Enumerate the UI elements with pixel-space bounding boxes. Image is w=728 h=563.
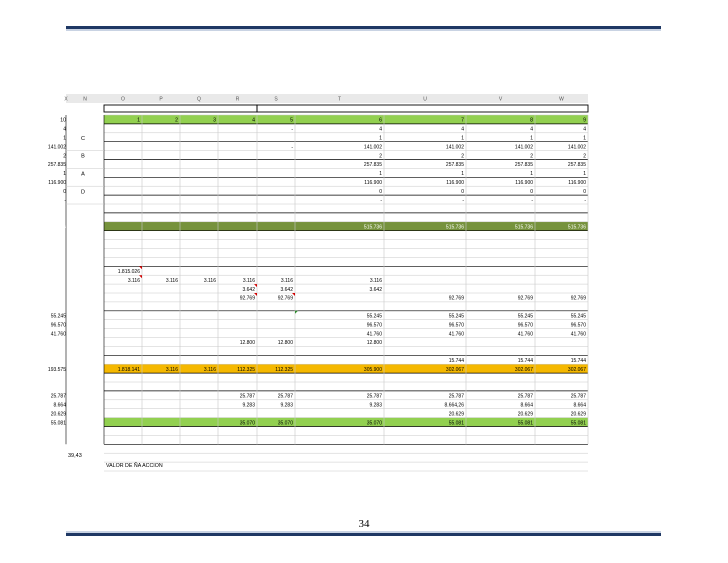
cell-r_total2-v: 302.067 (514, 366, 533, 373)
column-header-q: Q (197, 96, 201, 103)
cell-r_c2-x: 141.002 (47, 144, 66, 151)
column-header-x: X (64, 96, 68, 103)
column-header-t: T (337, 96, 342, 103)
cell-r_total3-t: 35.070 (366, 420, 382, 427)
cell-r_n1-x: 25.787 (50, 393, 66, 400)
cell-r_k2-t: 3.642 (369, 286, 382, 293)
cell-r_total3-u: 55.081 (448, 420, 464, 427)
column-header-o: O (121, 96, 125, 103)
cell-r_n2-t: 9.283 (369, 402, 382, 409)
cell-r_n2-x: 8.664 (53, 402, 66, 409)
cell-r_n2-v: 8.664 (520, 402, 533, 409)
top-rule (66, 26, 661, 29)
cell-r_a2-t: 116.900 (364, 180, 382, 186)
period-number: 6 (379, 117, 382, 124)
cell-r_d2-x: - (64, 197, 66, 204)
cell-r_units-v: 4 (530, 126, 533, 133)
side-label-d: D (81, 189, 85, 196)
cell-r_n1-r: 25.787 (239, 393, 255, 400)
page-number: 34 (358, 518, 370, 530)
cell-r_units-x: 4 (63, 126, 66, 133)
cell-r_b2-v: 257.835 (514, 162, 533, 169)
spreadsheet (47, 94, 588, 472)
title-box-right (257, 105, 588, 112)
cell-r_total3-s: 35.070 (277, 420, 293, 427)
cell-r_m2-t: 96.570 (366, 322, 382, 329)
cell-r_a1-u: 1 (461, 171, 464, 178)
period-number: 4 (252, 117, 255, 124)
cell-r_total2-w: 302.067 (567, 366, 586, 373)
cell-r_m1-x: 55.245 (50, 313, 66, 320)
cell-r_m1-w: 55.245 (570, 313, 586, 320)
spreadsheet-grid (47, 94, 588, 472)
cell-r_m3-x: 41.760 (50, 331, 66, 338)
cell-r_k3-u: 92.769 (448, 295, 464, 302)
cell-r_m2-w: 96.570 (570, 322, 586, 329)
cell-r_k1-p: 3.116 (165, 277, 178, 284)
cell-r_c1-x: 1 (63, 135, 66, 142)
cell-r_d1-u: 0 (461, 188, 464, 195)
cell-r_a2-u: 116.900 (446, 180, 464, 186)
period-number: 7 (461, 117, 464, 124)
cell-r_d2-w: - (584, 197, 586, 204)
cell-r_c2-u: 141.002 (445, 144, 464, 151)
cell-r_m1-v: 55.245 (517, 313, 533, 320)
cell-r_k1-s: 3.116 (280, 277, 293, 284)
period-number: 10 (60, 117, 66, 124)
cell-r_d1-t: 0 (379, 188, 382, 195)
cell-r_m4-s: 12.800 (277, 340, 293, 347)
column-header-v: V (498, 96, 503, 103)
cell-r_b1-u: 2 (461, 153, 464, 160)
cell-r_total2-r: 112.325 (237, 366, 255, 373)
cell-r_m4-t: 12.800 (366, 340, 382, 347)
cell-r_total2-o: 1.818.141 (117, 366, 140, 373)
cell-r_n3-v: 20.629 (517, 411, 533, 418)
cell-r_total1-v: 515.736 (514, 224, 533, 231)
cell-r_units-u: 4 (461, 126, 464, 133)
column-header-band (66, 94, 588, 103)
cell-r_m3-w: 41.760 (570, 331, 586, 338)
cell-r_n3-u: 20.629 (448, 411, 464, 418)
period-number: 2 (175, 117, 178, 124)
cell-r_n2-w: 8.664 (573, 402, 586, 409)
column-header-n: N (83, 96, 87, 103)
cell-r_n3-x: 20.629 (50, 411, 66, 418)
period-number: 5 (290, 117, 293, 124)
cell-r_k2-s: 3.642 (280, 286, 293, 293)
cell-r_k1-o: 3.116 (127, 277, 140, 284)
cell-r_c2-t: 141.002 (363, 144, 382, 151)
cell-r_total2-s: 112.325 (275, 366, 293, 373)
cell-r_b1-t: 2 (379, 153, 382, 160)
cell-r_total1-u: 515.736 (445, 224, 464, 231)
cell-r_m1-t: 55.245 (366, 313, 382, 320)
cell-r_a1-w: 1 (583, 171, 586, 178)
cell-r_m2-u: 96.570 (448, 322, 464, 329)
cell-r_total1-t: 515.736 (363, 224, 382, 231)
cell-r_n1-v: 25.787 (517, 393, 533, 400)
side-label-c: C (81, 135, 85, 142)
cell-r_b2-t: 257.835 (363, 162, 382, 169)
bottom-rule (66, 533, 661, 536)
cell-r_a1-x: 1 (63, 171, 66, 178)
side-label-b: B (81, 153, 85, 160)
cell-r_total1-x: 515.736 (47, 224, 66, 231)
cell-r_k3-v: 92.769 (517, 295, 533, 302)
cell-r_a2-v: 116.900 (515, 180, 533, 186)
cell-r_total3-r: 35.070 (239, 420, 255, 427)
cell-r_d2-u: - (462, 197, 464, 204)
cell-r_d2-v: - (531, 197, 533, 204)
cell-r_total2-q: 3.116 (203, 366, 216, 373)
cell-r_m5-u: 15.744 (448, 358, 464, 364)
cell-r_c1-u: 1 (461, 135, 464, 142)
comment-marker (295, 311, 298, 314)
column-header-s: S (274, 96, 278, 103)
cell-r_a2-w: 116.900 (568, 180, 586, 186)
period-number: 9 (583, 117, 586, 124)
cell-r_total3-x: 55.081 (50, 420, 66, 427)
footer-value: 39,43 (68, 453, 82, 459)
cell-r_m3-u: 41.760 (448, 331, 464, 338)
cell-r_inv-o: 1.815.026 (117, 269, 140, 275)
cell-r_total2-t: 305.900 (363, 366, 382, 373)
cell-r_k3-w: 92.769 (570, 295, 586, 302)
cell-r_m5-w: 15.744 (570, 358, 586, 364)
column-header-u: U (423, 96, 427, 103)
cell-r_m2-x: 96.570 (50, 322, 66, 329)
cell-r_a1-t: 1 (379, 171, 382, 178)
cell-r_k1-t: 3.116 (369, 277, 382, 284)
cell-r_d1-w: 0 (583, 188, 586, 195)
cell-r_k1-r: 3.116 (242, 277, 255, 284)
cell-r_d1-x: 0 (63, 188, 66, 195)
cell-r_n3-w: 20.629 (570, 411, 586, 418)
cell-r_n2-u: 8.664,26 (444, 402, 464, 409)
cell-r_n2-r: 9.283 (242, 402, 255, 409)
cell-r_n1-s: 25.787 (277, 393, 293, 400)
cell-r_n2-s: 9.283 (280, 402, 293, 409)
cell-r_total2-u: 302.067 (445, 366, 464, 373)
cell-r_k3-s: 92.769 (277, 295, 293, 302)
cell-r_b1-v: 2 (530, 153, 533, 160)
cell-r_c2-s: - (291, 144, 293, 151)
cell-r_units-w: 4 (583, 126, 586, 133)
cell-r_n1-w: 25.787 (570, 393, 586, 400)
cell-r_m4-r: 12.800 (239, 340, 255, 347)
column-header-r: R (235, 96, 240, 103)
total-row-fill (104, 418, 588, 427)
cell-r_k1-q: 3.116 (203, 277, 216, 284)
cell-r_k3-r: 92.769 (239, 295, 255, 302)
column-header-w: W (559, 96, 564, 103)
cell-r_c2-w: 141.002 (567, 144, 586, 151)
cell-r_c1-t: 1 (379, 135, 382, 142)
cell-r_c1-v: 1 (530, 135, 533, 142)
cell-r_units-s: - (291, 126, 293, 133)
cell-r_a1-v: 1 (530, 171, 533, 178)
cell-r_b2-u: 257.835 (445, 162, 464, 169)
cell-r_m2-v: 96.570 (517, 322, 533, 329)
cell-r_k2-r: 3.642 (242, 286, 255, 293)
cell-r_total3-v: 55.081 (517, 420, 533, 427)
cell-r_n1-t: 25.787 (366, 393, 382, 400)
cell-r_b1-w: 2 (583, 153, 586, 160)
period-number: 8 (530, 117, 533, 124)
cell-r_d1-v: 0 (530, 188, 533, 195)
cell-r_m3-v: 41.760 (517, 331, 533, 338)
cell-r_m3-t: 41.760 (366, 331, 382, 338)
cell-r_total2-p: 3.116 (165, 366, 178, 373)
cell-r_d2-t: - (380, 197, 382, 204)
period-number: 3 (213, 117, 216, 124)
footer-label: VALOR DE ÑA ACCION (106, 463, 163, 469)
column-header-p: P (159, 96, 163, 103)
period-number: 1 (137, 117, 140, 124)
side-label-a: A (81, 171, 85, 178)
cell-r_total2-x: 193.575 (47, 366, 66, 373)
cell-r_b2-w: 257.835 (567, 162, 586, 169)
cell-r_total3-w: 55.081 (570, 420, 586, 427)
cell-r_n1-u: 25.787 (448, 393, 464, 400)
cell-r_b2-x: 257.835 (47, 162, 66, 169)
cell-r_b1-x: 2 (63, 153, 66, 160)
cell-r_m5-v: 15.744 (517, 358, 533, 364)
cell-r_m1-u: 55.245 (448, 313, 464, 320)
title-box-left (104, 105, 257, 112)
cell-r_total1-w: 515.736 (567, 224, 586, 231)
cell-r_c1-w: 1 (583, 135, 586, 142)
cell-r_a2-x: 116.900 (48, 180, 66, 186)
cell-r_c2-v: 141.002 (514, 144, 533, 151)
cell-r_units-t: 4 (379, 126, 382, 133)
